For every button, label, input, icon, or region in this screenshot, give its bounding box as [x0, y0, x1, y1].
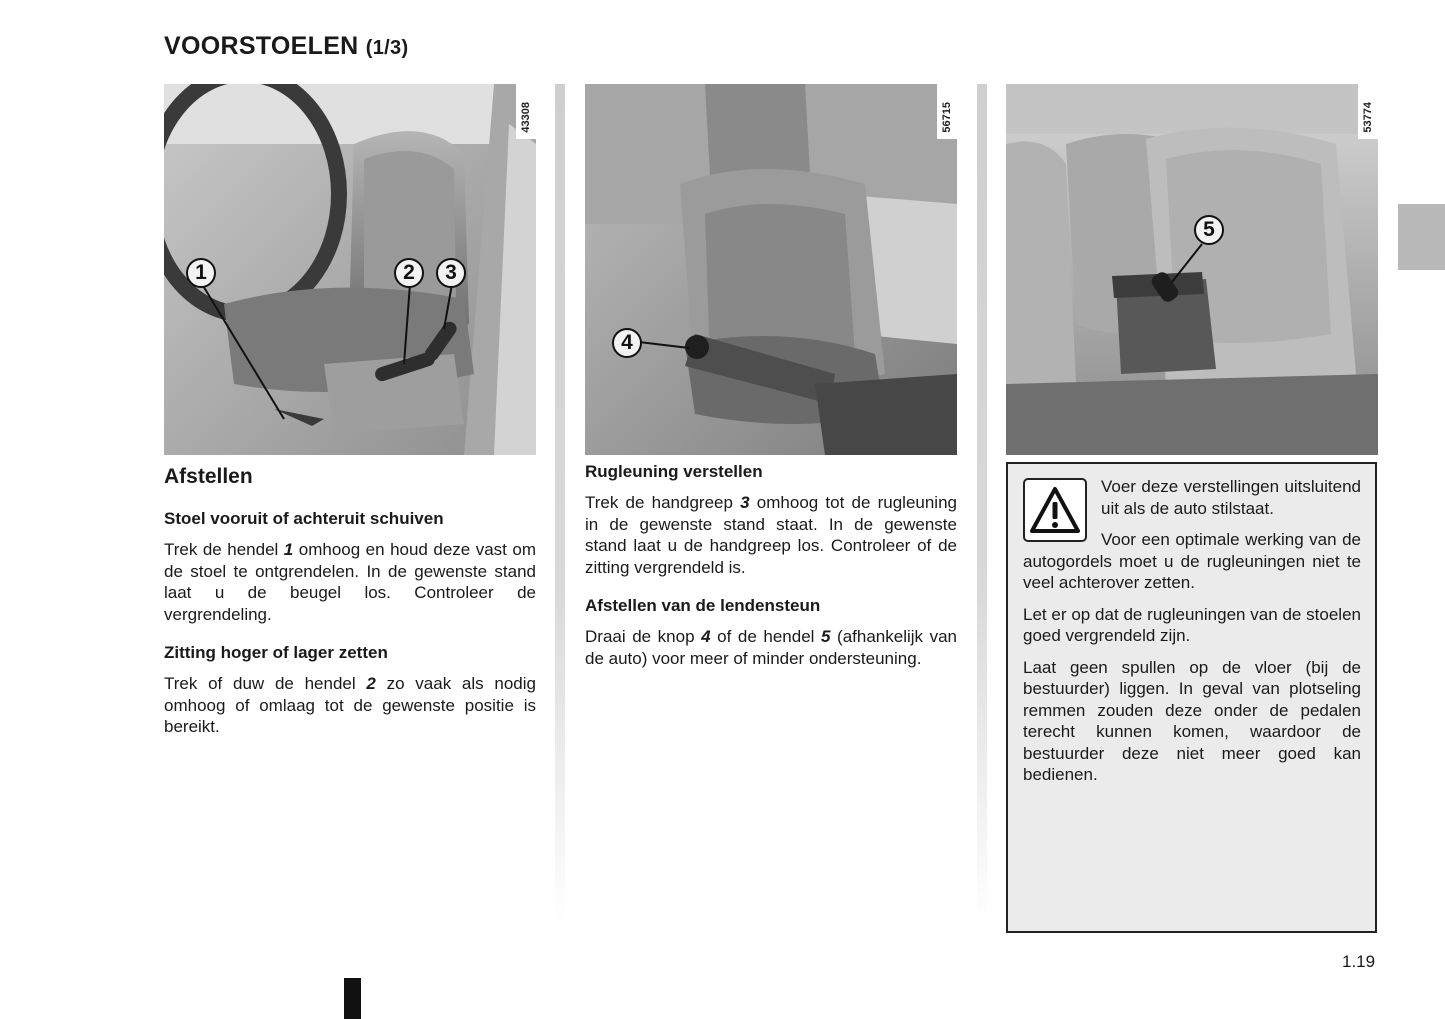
text-seat-slide	[164, 539, 536, 625]
figure-code: 56715	[941, 102, 953, 133]
ref-4: 4	[701, 627, 711, 646]
column-right	[1006, 84, 1378, 455]
text-lumbar-a: Draai de knop	[585, 627, 702, 646]
text-seat-slide-b: omhoog en houd deze vast om de stoel te ontgrendelen. In de gewenste stand laat u de beugel los. Controleer de vergrendeling.	[164, 540, 536, 624]
text-seat-height	[164, 673, 536, 738]
warning-box	[1006, 462, 1377, 933]
chapter-tab-marker	[1398, 204, 1445, 270]
text-lumbar-c: (afhankelijk van de auto) voor meer of minder ondersteuning.	[585, 627, 958, 668]
text-seat-height-b: zo vaak als nodig omhoog of omlaag tot de gewenste positie is bereikt.	[164, 674, 536, 736]
figure-lumbar-lever	[1006, 84, 1378, 455]
ref-2: 2	[366, 674, 376, 693]
text-backrest	[585, 492, 957, 578]
figure-seat-adjust-levers	[164, 84, 536, 455]
callout-5: 5	[1194, 215, 1224, 245]
ref-5: 5	[821, 627, 831, 646]
footer-marker-bar	[344, 978, 361, 1019]
column-divider-1	[555, 84, 565, 924]
text-lumbar-b: of de hendel	[710, 627, 821, 646]
callout-4: 4	[612, 328, 642, 358]
warning-text-3: Let er op dat de rugleuningen van de stoelen goed vergrendeld zijn.	[1023, 604, 1361, 645]
column-left	[164, 84, 536, 756]
ref-1: 1	[283, 540, 294, 559]
figure-code: 43308	[520, 102, 532, 133]
text-backrest-b: omhoog tot de rugleuning in de gewenste stand staat. In de gewenste stand laat u de handgreep los. Controleer of de zitting vergrendeld is.	[585, 493, 957, 577]
warning-text-4: Laat geen spullen op de vloer (bij de bestuurder) liggen. In geval van plotseling remmen zouden deze onder de pedalen terecht kunnen komen, waardoor de bestuurder deze niet meer goed kan bedienen.	[1023, 657, 1361, 784]
seat-photo-illustration	[164, 84, 536, 455]
page-number: 1.19	[1342, 952, 1376, 971]
seat-photo-illustration-3	[1006, 84, 1378, 455]
page-title	[164, 32, 408, 61]
callout-2: 2	[394, 258, 424, 288]
heading-lumbar: Afstellen van de lendensteun	[585, 596, 821, 615]
text-lumbar	[585, 626, 957, 669]
text-seat-slide-a: Trek de hendel	[164, 540, 284, 559]
section-title-afstellen: Afstellen	[164, 465, 253, 488]
seat-photo-illustration-2	[585, 84, 957, 455]
column-divider-2	[977, 84, 987, 924]
figure-lumbar-knob	[585, 84, 957, 455]
warning-triangle-icon	[1023, 478, 1087, 542]
warning-text-1: Voer deze verstellingen uitsluitend uit als de auto stilstaat.	[1101, 477, 1361, 518]
callout-3: 3	[436, 258, 466, 288]
text-seat-height-a: Trek of duw de hendel	[164, 674, 367, 693]
page-title-suffix: (1/3)	[365, 37, 409, 59]
heading-seat-slide: Stoel vooruit of achteruit schuiven	[164, 509, 444, 528]
page-title-main: VOORSTOELEN	[164, 32, 359, 60]
heading-seat-height: Zitting hoger of lager zetten	[164, 643, 388, 662]
callout-1: 1	[186, 258, 216, 288]
ref-3: 3	[740, 493, 750, 512]
text-backrest-a: Trek de handgreep	[585, 493, 741, 512]
warning-text-2: Voor een optimale werking van de autogordels moet u de rugleuningen niet te veel achterover zetten.	[1023, 530, 1361, 592]
heading-backrest: Rugleuning verstellen	[585, 462, 763, 481]
figure-code: 53774	[1362, 102, 1374, 133]
column-middle	[585, 84, 957, 687]
